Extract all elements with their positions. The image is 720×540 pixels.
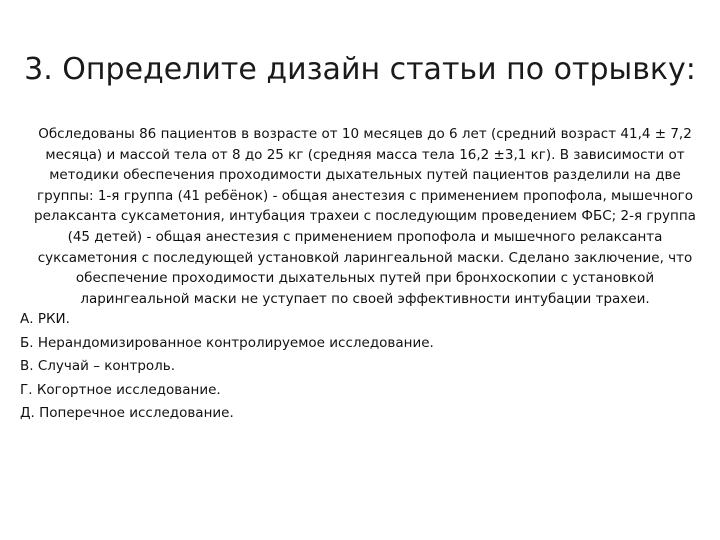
option-d: Г. Когортное исследование. xyxy=(20,381,221,398)
option-b: Б. Нерандомизированное контролируемое исследование. xyxy=(20,334,434,351)
slide-title: 3. Определите дизайн статьи по отрывку: xyxy=(24,52,696,87)
answer-options xyxy=(20,308,700,426)
option-c: В. Случай – контроль. xyxy=(20,358,176,374)
option-e: Д. Поперечное исследование. xyxy=(20,405,234,421)
option-a: А. РКИ. xyxy=(20,311,70,327)
passage-text: Обследованы 86 пациентов в возрасте от 10 месяцев до 6 лет (средний возраст 41,4 ± 7,2 месяца) и массой тела от 8 до 25 кг (средняя масса тела 16,2 ±3,1 кг). В зависимости от методики обеспечения проходимости дыхательных путей пациентов разделили на две группы: 1-я группа (41 ребёнок) - общая анестезия с применением пропофола, мышечного релаксанта суксаметония, интубация трахеи с последующим проведением ФБС; 2-я группа (45 детей) - общая анестезия с применением пропофола и мышечного релаксанта суксаметония с последующей установкой ларингеальной маски. Сделано заключение, что обеспечение проходимости дыхательных путей при бронхоскопии с установкой ларингеальной маски не уступает по своей эффективности интубации трахеи. xyxy=(34,126,696,307)
